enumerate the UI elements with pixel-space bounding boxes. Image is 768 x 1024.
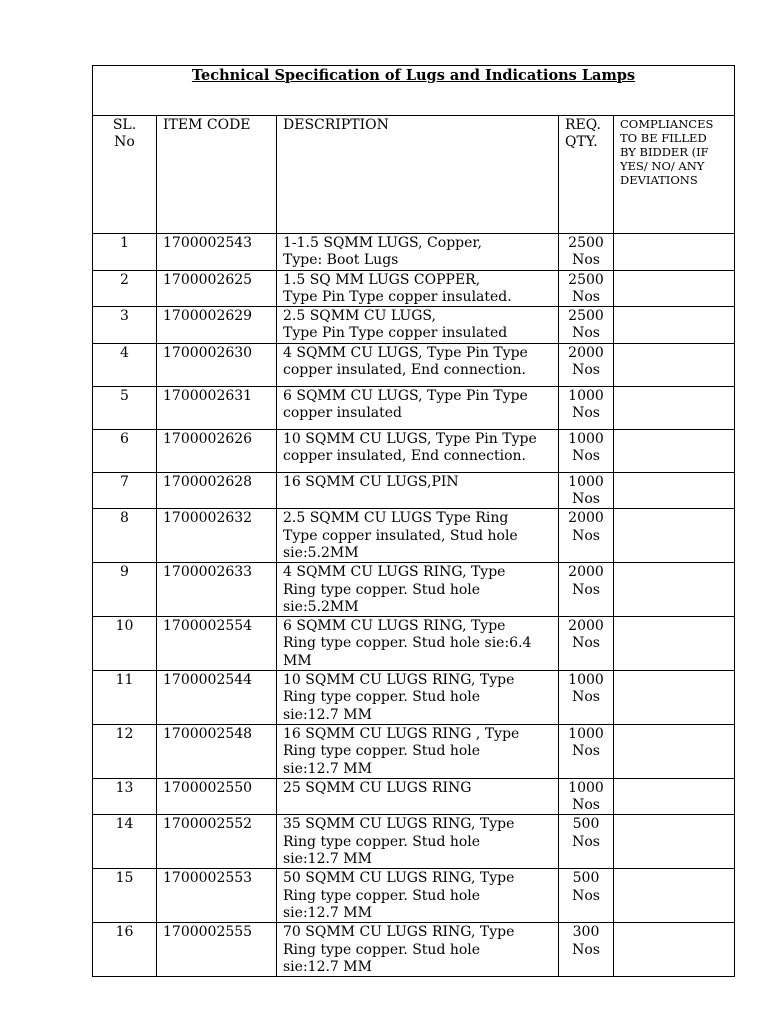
qty-value: 2000 xyxy=(568,510,604,527)
description-line: Ring type copper. Stud hole xyxy=(283,581,481,598)
specification-table xyxy=(92,65,735,977)
description-line: Type Pin Type copper insulated xyxy=(283,325,508,342)
description-line: 1.5 SQ MM LUGS COPPER, xyxy=(283,271,481,288)
qty-unit: Nos xyxy=(572,362,600,379)
description-line: Ring type copper. Stud hole xyxy=(283,941,481,958)
cell-item-code: 1700002548 xyxy=(157,724,277,778)
cell-item-code: 1700002628 xyxy=(157,472,277,509)
cell-req-qty xyxy=(559,563,614,617)
table-row xyxy=(93,386,735,429)
qty-unit: Nos xyxy=(572,635,600,652)
header-item-code xyxy=(157,116,277,234)
cell-description xyxy=(277,778,559,815)
description-line: copper insulated xyxy=(283,405,403,422)
cell-item-code: 1700002553 xyxy=(157,869,277,923)
cell-sl-no: 3 xyxy=(93,307,157,344)
cell-sl-no: 16 xyxy=(93,923,157,977)
cell-item-code: 1700002626 xyxy=(157,429,277,472)
qty-value: 2000 xyxy=(568,618,604,635)
cell-description xyxy=(277,724,559,778)
table-row xyxy=(93,563,735,617)
qty-value: 1000 xyxy=(568,387,604,404)
title-cell xyxy=(93,66,735,116)
description-line: 70 SQMM CU LUGS RING, Type xyxy=(283,924,515,941)
description-line: 10 SQMM CU LUGS RING, Type xyxy=(283,672,515,689)
qty-unit: Nos xyxy=(572,941,600,958)
qty-unit: Nos xyxy=(572,887,600,904)
table-row xyxy=(93,472,735,509)
cell-sl-no: 6 xyxy=(93,429,157,472)
cell-compliance-entry[interactable] xyxy=(614,270,735,307)
cell-description xyxy=(277,509,559,563)
qty-unit: Nos xyxy=(572,448,600,465)
description-line: copper insulated, End connection. xyxy=(283,448,526,465)
qty-unit: Nos xyxy=(572,252,600,269)
cell-item-code: 1700002543 xyxy=(157,234,277,271)
description-line: 10 SQMM CU LUGS, Type Pin Type xyxy=(283,430,537,447)
cell-sl-no: 7 xyxy=(93,472,157,509)
cell-item-code: 1700002625 xyxy=(157,270,277,307)
qty-value: 2500 xyxy=(568,308,604,325)
cell-sl-no: 10 xyxy=(93,617,157,671)
cell-description xyxy=(277,563,559,617)
cell-req-qty xyxy=(559,343,614,386)
qty-value: 300 xyxy=(572,924,600,941)
description-line: 4 SQMM CU LUGS, Type Pin Type xyxy=(283,344,528,361)
table-row xyxy=(93,234,735,271)
description-line: 16 SQMM CU LUGS RING , Type xyxy=(283,725,520,742)
description-line: sie:12.7 MM xyxy=(283,958,372,975)
header-description xyxy=(277,116,559,234)
header-req-qty xyxy=(559,116,614,234)
table-row xyxy=(93,869,735,923)
qty-unit: Nos xyxy=(572,743,600,760)
table-row xyxy=(93,778,735,815)
cell-item-code: 1700002633 xyxy=(157,563,277,617)
header-sl-line1: SL. xyxy=(112,117,137,133)
cell-compliance-entry[interactable] xyxy=(614,869,735,923)
description-line: 35 SQMM CU LUGS RING, Type xyxy=(283,816,515,833)
description-line: sie:12.7 MM xyxy=(283,851,372,868)
cell-description xyxy=(277,923,559,977)
cell-description xyxy=(277,307,559,344)
header-description-label: DESCRIPTION xyxy=(283,117,389,133)
qty-unit: Nos xyxy=(572,833,600,850)
header-compliance-line2: TO BE FILLED xyxy=(620,131,707,145)
qty-value: 2000 xyxy=(568,564,604,581)
description-line: 25 SQMM CU LUGS RING xyxy=(283,779,472,796)
description-line: Ring type copper. Stud hole xyxy=(283,887,481,904)
cell-compliance-entry[interactable] xyxy=(614,563,735,617)
cell-req-qty xyxy=(559,617,614,671)
cell-compliance-entry[interactable] xyxy=(614,509,735,563)
cell-req-qty xyxy=(559,429,614,472)
qty-value: 500 xyxy=(572,870,600,887)
description-line: sie:12.7 MM xyxy=(283,706,372,723)
cell-description xyxy=(277,815,559,869)
cell-req-qty xyxy=(559,671,614,725)
description-line: sie:12.7 MM xyxy=(283,904,372,921)
description-line: 6 SQMM CU LUGS, Type Pin Type xyxy=(283,387,528,404)
cell-req-qty xyxy=(559,724,614,778)
header-compliance-line5: DEVIATIONS xyxy=(620,173,698,187)
table-row xyxy=(93,429,735,472)
qty-value: 2500 xyxy=(568,271,604,288)
cell-compliance-entry[interactable] xyxy=(614,617,735,671)
cell-sl-no: 4 xyxy=(93,343,157,386)
cell-sl-no: 14 xyxy=(93,815,157,869)
cell-compliance-entry[interactable] xyxy=(614,307,735,344)
header-compliance-line3: BY BIDDER (IF xyxy=(620,145,709,159)
cell-description xyxy=(277,270,559,307)
cell-sl-no: 5 xyxy=(93,386,157,429)
table-row xyxy=(93,617,735,671)
cell-req-qty xyxy=(559,509,614,563)
cell-description xyxy=(277,617,559,671)
cell-item-code: 1700002629 xyxy=(157,307,277,344)
cell-compliance-entry[interactable] xyxy=(614,472,735,509)
cell-item-code: 1700002552 xyxy=(157,815,277,869)
qty-value: 500 xyxy=(572,816,600,833)
cell-compliance-entry[interactable] xyxy=(614,923,735,977)
cell-compliance-entry[interactable] xyxy=(614,234,735,271)
description-line: copper insulated, End connection. xyxy=(283,362,526,379)
cell-req-qty xyxy=(559,778,614,815)
cell-description xyxy=(277,386,559,429)
qty-unit: Nos xyxy=(572,491,600,508)
qty-unit: Nos xyxy=(572,797,600,814)
qty-value: 2500 xyxy=(568,235,604,251)
qty-unit: Nos xyxy=(572,288,600,305)
cell-sl-no: 1 xyxy=(93,234,157,271)
title-row xyxy=(93,66,735,116)
cell-req-qty xyxy=(559,386,614,429)
description-line: 16 SQMM CU LUGS,PIN xyxy=(283,473,459,490)
cell-sl-no: 11 xyxy=(93,671,157,725)
header-sl-line2: No xyxy=(114,134,135,151)
qty-value: 1000 xyxy=(568,725,604,742)
cell-item-code: 1700002544 xyxy=(157,671,277,725)
table-row xyxy=(93,509,735,563)
description-line: sie:5.2MM xyxy=(283,544,359,561)
qty-unit: Nos xyxy=(572,527,600,544)
description-line: sie:12.7 MM xyxy=(283,760,372,777)
description-line: Ring type copper. Stud hole xyxy=(283,833,481,850)
qty-unit: Nos xyxy=(572,689,600,706)
cell-description xyxy=(277,869,559,923)
header-compliance-line4: YES/ NO/ ANY xyxy=(620,159,705,173)
cell-item-code: 1700002630 xyxy=(157,343,277,386)
cell-compliance-entry[interactable] xyxy=(614,429,735,472)
cell-sl-no: 13 xyxy=(93,778,157,815)
header-qty-line2: QTY. xyxy=(565,134,598,151)
description-line: 2.5 SQMM CU LUGS, xyxy=(283,308,436,325)
description-line: sie:5.2MM xyxy=(283,598,359,615)
cell-req-qty xyxy=(559,815,614,869)
header-item-code-label: ITEM CODE xyxy=(163,117,251,133)
cell-item-code: 1700002554 xyxy=(157,617,277,671)
cell-description xyxy=(277,343,559,386)
cell-description xyxy=(277,234,559,271)
table-row xyxy=(93,815,735,869)
description-line: 50 SQMM CU LUGS RING, Type xyxy=(283,870,515,887)
description-line: Type copper insulated, Stud hole xyxy=(283,527,518,544)
cell-sl-no: 8 xyxy=(93,509,157,563)
description-line: Ring type copper. Stud hole sie:6.4 xyxy=(283,635,532,652)
description-line: 1-1.5 SQMM LUGS, Copper, xyxy=(283,235,483,251)
qty-value: 1000 xyxy=(568,672,604,689)
cell-compliance-entry[interactable] xyxy=(614,778,735,815)
cell-req-qty xyxy=(559,307,614,344)
cell-req-qty xyxy=(559,270,614,307)
description-line: Ring type copper. Stud hole xyxy=(283,743,481,760)
description-line: Type: Boot Lugs xyxy=(283,252,399,269)
table-row xyxy=(93,923,735,977)
qty-unit: Nos xyxy=(572,325,600,342)
header-compliance-line1: COMPLIANCES xyxy=(620,117,714,131)
cell-item-code: 1700002555 xyxy=(157,923,277,977)
cell-sl-no: 9 xyxy=(93,563,157,617)
cell-req-qty xyxy=(559,923,614,977)
qty-value: 1000 xyxy=(568,779,604,796)
cell-description xyxy=(277,429,559,472)
description-line: 2.5 SQMM CU LUGS Type Ring xyxy=(283,510,509,527)
cell-sl-no: 12 xyxy=(93,724,157,778)
description-line: Type Pin Type copper insulated. xyxy=(283,288,512,305)
cell-item-code: 1700002631 xyxy=(157,386,277,429)
cell-compliance-entry[interactable] xyxy=(614,671,735,725)
header-sl-no xyxy=(93,116,157,234)
table-row xyxy=(93,671,735,725)
table-row xyxy=(93,724,735,778)
description-line: 4 SQMM CU LUGS RING, Type xyxy=(283,564,506,581)
cell-sl-no: 2 xyxy=(93,270,157,307)
qty-unit: Nos xyxy=(572,581,600,598)
qty-value: 1000 xyxy=(568,430,604,447)
cell-req-qty xyxy=(559,472,614,509)
cell-compliance-entry[interactable] xyxy=(614,343,735,386)
cell-description xyxy=(277,472,559,509)
table-row xyxy=(93,307,735,344)
document-title: Technical Specification of Lugs and Indications Lamps xyxy=(191,67,636,84)
cell-sl-no: 15 xyxy=(93,869,157,923)
header-compliances xyxy=(614,116,735,234)
table-row xyxy=(93,270,735,307)
header-qty-line1: REQ. xyxy=(565,117,601,133)
cell-req-qty xyxy=(559,869,614,923)
qty-value: 2000 xyxy=(568,344,604,361)
qty-value: 1000 xyxy=(568,473,604,490)
cell-item-code: 1700002632 xyxy=(157,509,277,563)
cell-compliance-entry[interactable] xyxy=(614,386,735,429)
description-line: Ring type copper. Stud hole xyxy=(283,689,481,706)
cell-description xyxy=(277,671,559,725)
cell-compliance-entry[interactable] xyxy=(614,724,735,778)
table-row xyxy=(93,343,735,386)
cell-req-qty xyxy=(559,234,614,271)
header-row xyxy=(93,116,735,234)
table-body xyxy=(93,234,735,977)
cell-compliance-entry[interactable] xyxy=(614,815,735,869)
cell-item-code: 1700002550 xyxy=(157,778,277,815)
qty-unit: Nos xyxy=(572,405,600,422)
description-line: 6 SQMM CU LUGS RING, Type xyxy=(283,618,506,635)
description-line: MM xyxy=(283,652,312,669)
